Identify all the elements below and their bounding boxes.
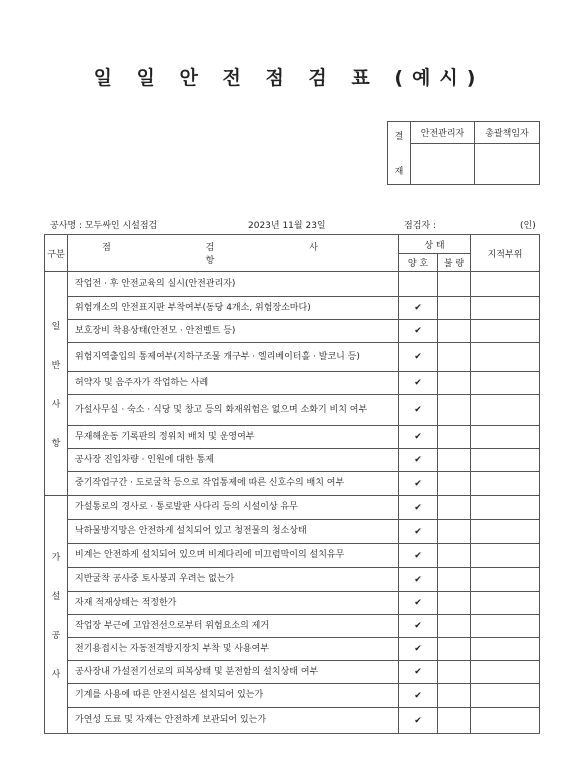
bad-cell[interactable] (438, 592, 471, 615)
remarks-cell[interactable] (471, 343, 540, 372)
good-cell[interactable] (399, 343, 438, 372)
remarks-cell[interactable] (471, 496, 540, 520)
approval-col-safety-manager: 안전관리자 (411, 122, 475, 144)
table-row (45, 520, 540, 544)
good-cell[interactable] (399, 472, 438, 496)
page-title: 일 일 안 전 점 검 표 (예시) (93, 67, 485, 89)
header-items: 점 검 사 항 (68, 235, 399, 272)
check-item: 위험개소의 안전표지판 부착여부(동당 4개소, 위험장소마다) (68, 297, 399, 320)
inspection-date: 2023년 11월 23일 (248, 221, 326, 231)
remarks-cell[interactable] (471, 372, 540, 395)
check-item: 가설통로의 경사로 · 통로발판 사다리 등의 시설이상 유무 (68, 496, 399, 520)
inspector-label: 점검자 : (404, 221, 436, 231)
check-item: 전기용접시는 자동전격방지장치 부착 및 사용여부 (68, 638, 399, 661)
table-row (45, 372, 540, 395)
bad-cell[interactable] (438, 661, 471, 684)
bad-cell[interactable] (438, 372, 471, 395)
table-row (45, 272, 540, 297)
checkmark-icon: ✔ (414, 715, 422, 726)
remarks-cell[interactable] (471, 520, 540, 544)
project-name: 공사명 : 모두싸인 시설점검 (50, 221, 158, 231)
check-item: 작업전 · 후 안전교육의 실시(안전관리자) (68, 272, 399, 297)
category-cell (45, 272, 68, 496)
good-cell[interactable] (399, 638, 438, 661)
good-cell[interactable] (399, 544, 438, 568)
header-good: 양 호 (399, 254, 438, 272)
bad-cell[interactable] (438, 272, 471, 297)
check-item: 가설사무실 · 숙소 · 식당 및 창고 등의 화재위험은 없으며 소화기 비치 여부 (68, 395, 399, 426)
good-cell[interactable] (399, 520, 438, 544)
table-row (45, 426, 540, 449)
check-item: 공사장 진입차량 · 인원에 대한 통제 (68, 449, 399, 472)
seal-label: (인) (520, 221, 536, 231)
approval-char: 결 (394, 132, 404, 142)
checkmark-icon: ✔ (414, 303, 422, 313)
category-char: 일 (51, 321, 61, 332)
bad-cell[interactable] (438, 708, 471, 734)
checkmark-icon: ✔ (414, 502, 422, 513)
remarks-cell[interactable] (471, 297, 540, 320)
approval-label (388, 122, 411, 185)
bad-cell[interactable] (438, 684, 471, 708)
category-char: 사 (51, 399, 61, 410)
remarks-cell[interactable] (471, 426, 540, 449)
checkmark-icon: ✔ (414, 667, 422, 677)
table-row (45, 472, 540, 496)
remarks-cell[interactable] (471, 615, 540, 638)
good-cell[interactable] (399, 615, 438, 638)
remarks-cell[interactable] (471, 661, 540, 684)
header-category: 구분 (45, 235, 68, 272)
bad-cell[interactable] (438, 395, 471, 426)
bad-cell[interactable] (438, 320, 471, 343)
checkmark-icon: ✔ (414, 478, 422, 489)
bad-cell[interactable] (438, 520, 471, 544)
check-item: 비계는 안전하게 설치되어 있으며 비계다리에 미끄럼막이의 설치유무 (68, 544, 399, 568)
check-item: 가연성 도료 및 자재는 안전하게 보관되어 있는가 (68, 708, 399, 734)
table-row (45, 568, 540, 592)
remarks-cell[interactable] (471, 472, 540, 496)
check-item: 자재 적재상태는 적정한가 (68, 592, 399, 615)
bad-cell[interactable] (438, 615, 471, 638)
table-row (45, 320, 540, 343)
remarks-cell[interactable] (471, 638, 540, 661)
good-cell[interactable] (399, 568, 438, 592)
header-status: 상 태 (399, 235, 471, 254)
approval-col-general-manager: 총괄책임자 (475, 122, 540, 144)
check-item: 보호장비 착용상태(안전모 · 안전벨트 등) (68, 320, 399, 343)
checkmark-icon: ✔ (414, 352, 422, 362)
remarks-cell[interactable] (471, 592, 540, 615)
checkmark-icon: ✔ (414, 326, 422, 336)
remarks-cell[interactable] (471, 708, 540, 734)
table-row (45, 395, 540, 426)
table-row (45, 684, 540, 708)
check-item: 무재해운동 기록판의 정위치 배치 및 운영여부 (68, 426, 399, 449)
checkmark-icon: ✔ (414, 405, 422, 415)
bad-cell[interactable] (438, 568, 471, 592)
bad-cell[interactable] (438, 426, 471, 449)
good-cell[interactable] (399, 592, 438, 615)
bad-cell[interactable] (438, 343, 471, 372)
good-cell[interactable] (399, 320, 438, 343)
good-cell[interactable] (399, 708, 438, 734)
category-char: 설 (51, 591, 61, 602)
table-row (45, 592, 540, 615)
signature-box-safety-manager[interactable] (411, 144, 475, 185)
checkmark-icon: ✔ (414, 598, 422, 608)
table-row (45, 638, 540, 661)
approval-box (387, 121, 540, 185)
category-char: 사 (51, 669, 61, 680)
table-row (45, 449, 540, 472)
category-char: 가 (51, 552, 61, 563)
bad-cell[interactable] (438, 472, 471, 496)
bad-cell[interactable] (438, 544, 471, 568)
bad-cell[interactable] (438, 496, 471, 520)
header-bad: 불 량 (438, 254, 471, 272)
bad-cell[interactable] (438, 638, 471, 661)
checkmark-icon: ✔ (414, 690, 422, 701)
table-row (45, 297, 540, 320)
good-cell[interactable] (399, 272, 438, 297)
header-remarks: 지적부위 (471, 235, 540, 272)
signature-box-general-manager[interactable] (475, 144, 540, 185)
good-cell[interactable] (399, 395, 438, 426)
good-cell[interactable] (399, 449, 438, 472)
checkmark-icon: ✔ (414, 644, 422, 654)
good-cell[interactable] (399, 372, 438, 395)
remarks-cell[interactable] (471, 272, 540, 297)
category-char: 항 (51, 438, 61, 449)
approval-char: 재 (394, 167, 404, 177)
table-row (45, 496, 540, 520)
remarks-cell[interactable] (471, 449, 540, 472)
check-item: 기계를 사용에 따른 안전시설은 설치되어 있는가 (68, 684, 399, 708)
good-cell[interactable] (399, 496, 438, 520)
checkmark-icon: ✔ (414, 621, 422, 631)
check-item: 작업장 부근에 고압전선으로부터 위험요소의 제거 (68, 615, 399, 638)
checkmark-icon: ✔ (414, 550, 422, 561)
category-char: 반 (51, 360, 61, 371)
check-item: 낙하물방지망은 안전하게 설치되어 있고 청전물의 청소상태 (68, 520, 399, 544)
checkmark-icon: ✔ (414, 378, 422, 388)
good-cell[interactable] (399, 297, 438, 320)
table-row (45, 708, 540, 734)
remarks-cell[interactable] (471, 544, 540, 568)
check-item: 공사장내 가설전기선로의 피복상태 및 분전함의 설치상태 여부 (68, 661, 399, 684)
inspection-table (44, 234, 540, 734)
bad-cell[interactable] (438, 297, 471, 320)
checkmark-icon: ✔ (414, 455, 422, 465)
good-cell[interactable] (399, 684, 438, 708)
remarks-cell[interactable] (471, 320, 540, 343)
table-row (45, 544, 540, 568)
category-cell (45, 496, 68, 734)
check-item: 중기작업구간 · 도로굴착 등으로 작업통제에 따른 신호수의 배치 여부 (68, 472, 399, 496)
check-item: 허약자 및 음주자가 작업하는 사례 (68, 372, 399, 395)
category-char: 공 (51, 630, 61, 641)
check-item: 위험지역출입의 통제여부(지하구조물 개구부 · 엘리베이터홀 · 발코니 등) (68, 343, 399, 372)
good-cell[interactable] (399, 661, 438, 684)
checkmark-icon: ✔ (414, 574, 422, 585)
checkmark-icon: ✔ (414, 432, 422, 442)
table-row (45, 615, 540, 638)
remarks-cell[interactable] (471, 395, 540, 426)
checkmark-icon: ✔ (414, 526, 422, 537)
table-row (45, 343, 540, 372)
table-row (45, 661, 540, 684)
remarks-cell[interactable] (471, 684, 540, 708)
good-cell[interactable] (399, 426, 438, 449)
bad-cell[interactable] (438, 449, 471, 472)
remarks-cell[interactable] (471, 568, 540, 592)
check-item: 지반굴착 공사중 토사붕괴 우려는 없는가 (68, 568, 399, 592)
